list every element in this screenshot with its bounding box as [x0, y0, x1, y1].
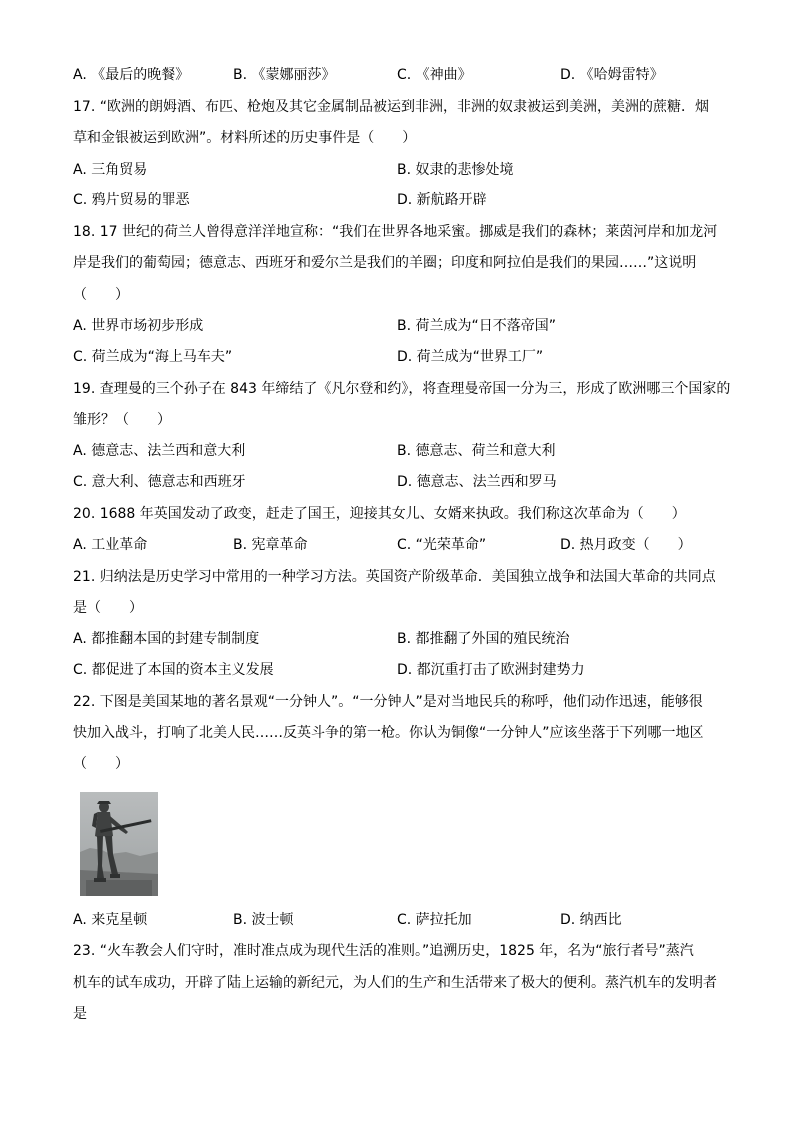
q19-option-c: C. 意大利、德意志和西班牙 — [73, 474, 246, 490]
q22-options — [73, 911, 733, 929]
q17-option-b: B. 奴隶的悲惨处境 — [397, 162, 514, 178]
q17-option-a: A. 三角贸易 — [73, 162, 148, 178]
q20-option-d: D. 热月政变（ ） — [560, 537, 692, 553]
minuteman-statue-photo — [80, 792, 158, 896]
q16-option-c: C. 《神曲》 — [397, 67, 472, 83]
q19-option-b: B. 德意志、荷兰和意大利 — [397, 443, 556, 459]
q21-option-a: A. 都推翻本国的封建专制制度 — [73, 631, 260, 647]
q22-option-d: D. 纳西比 — [560, 912, 622, 928]
q19-options-row2 — [73, 473, 733, 491]
q17-stem-line1: 17. “欧洲的朗姆酒、布匹、枪炮及其它金属制品被运到非洲，非洲的奴隶被运到美洲，美洲的蔗糖．烟 — [73, 99, 709, 115]
q16-option-d: D. 《哈姆雷特》 — [560, 67, 664, 83]
q21-stem-line2: 是（ ） — [73, 600, 143, 616]
q20-options — [73, 536, 733, 554]
q21-option-c: C. 都促进了本国的资本主义发展 — [73, 662, 274, 678]
q21-options-row2 — [73, 661, 733, 679]
q20-option-c: C. “光荣革命” — [397, 537, 487, 553]
q18-option-b: B. 荷兰成为“日不落帝国” — [397, 318, 557, 334]
q19-options-row1 — [73, 442, 733, 460]
q18-option-d: D. 荷兰成为“世界工厂” — [397, 349, 544, 365]
q16-option-a: A. 《最后的晚餐》 — [73, 67, 190, 83]
q23-stem-line3: 是 — [73, 1006, 87, 1022]
q17-stem-line2: 草和金银被运到欧洲”。材料所述的历史事件是（ ） — [73, 130, 417, 146]
q22-option-b: B. 波士顿 — [233, 912, 294, 928]
q17-options-row2 — [73, 191, 733, 209]
q18-option-a: A. 世界市场初步形成 — [73, 318, 204, 334]
q19-option-a: A. 德意志、法兰西和意大利 — [73, 443, 246, 459]
q21-option-d: D. 都沉重打击了欧洲封建势力 — [397, 662, 585, 678]
q19-stem-line2: 雏形？（ ） — [73, 412, 171, 428]
q20-option-b: B. 宪章革命 — [233, 537, 308, 553]
q18-stem-line2: 岸是我们的葡萄园；德意志、西班牙和爱尔兰是我们的羊圈；印度和阿拉伯是我们的果园……”这说明 — [73, 255, 697, 271]
q22-stem-line2: 快加入战斗，打响了北美人民……反英斗争的第一枪。你认为铜像“一分钟人”应该坐落于下列哪一地区 — [73, 725, 704, 741]
q22-stem-line3: （ ） — [73, 756, 129, 772]
q21-option-b: B. 都推翻了外国的殖民统治 — [397, 631, 570, 647]
q22-option-a: A. 来克星顿 — [73, 912, 148, 928]
q22-option-c: C. 萨拉托加 — [397, 912, 472, 928]
q22-stem-line1: 22. 下图是美国某地的著名景观“一分钟人”。“一分钟人”是对当地民兵的称呼，他们动作迅速，能够很 — [73, 694, 703, 710]
q18-options-row1 — [73, 317, 733, 335]
q23-stem-line2: 机车的试车成功，开辟了陆上运输的新纪元，为人们的生产和生活带来了极大的便利。蒸汽机车的发明者 — [73, 975, 717, 991]
q18-stem-line3: （ ） — [73, 287, 129, 303]
q21-options-row1 — [73, 630, 733, 648]
q18-option-c: C. 荷兰成为“海上马车夫” — [73, 349, 233, 365]
q17-option-c: C. 鸦片贸易的罪恶 — [73, 192, 190, 208]
q21-stem-line1: 21. 归纳法是历史学习中常用的一种学习方法。英国资产阶级革命．美国独立战争和法国大革命的共同点 — [73, 569, 716, 585]
q19-option-d: D. 德意志、法兰西和罗马 — [397, 474, 557, 490]
q20-stem-line1: 20. 1688 年英国发动了政变，赶走了国王，迎接其女儿、女婿来执政。我们称这次革命为（ ） — [73, 506, 686, 522]
q23-stem-line1: 23. “火车教会人们守时，准时准点成为现代生活的准则。”追溯历史，1825 年，名为“旅行者号”蒸汽 — [73, 943, 694, 959]
q16-options — [73, 66, 733, 84]
q18-options-row2 — [73, 348, 733, 366]
q20-option-a: A. 工业革命 — [73, 537, 148, 553]
q19-stem-line1: 19. 查理曼的三个孙子在 843 年缔结了《凡尔登和约》，将查理曼帝国一分为三，形成了欧洲哪三个国家的 — [73, 381, 731, 397]
q18-stem-line1: 18. 17 世纪的荷兰人曾得意洋洋地宣称：“我们在世界各地采蜜。挪威是我们的森林；莱茵河岸和加龙河 — [73, 224, 718, 240]
q17-option-d: D. 新航路开辟 — [397, 192, 487, 208]
q16-option-b: B. 《蒙娜丽莎》 — [233, 67, 336, 83]
q17-options-row1 — [73, 161, 733, 179]
